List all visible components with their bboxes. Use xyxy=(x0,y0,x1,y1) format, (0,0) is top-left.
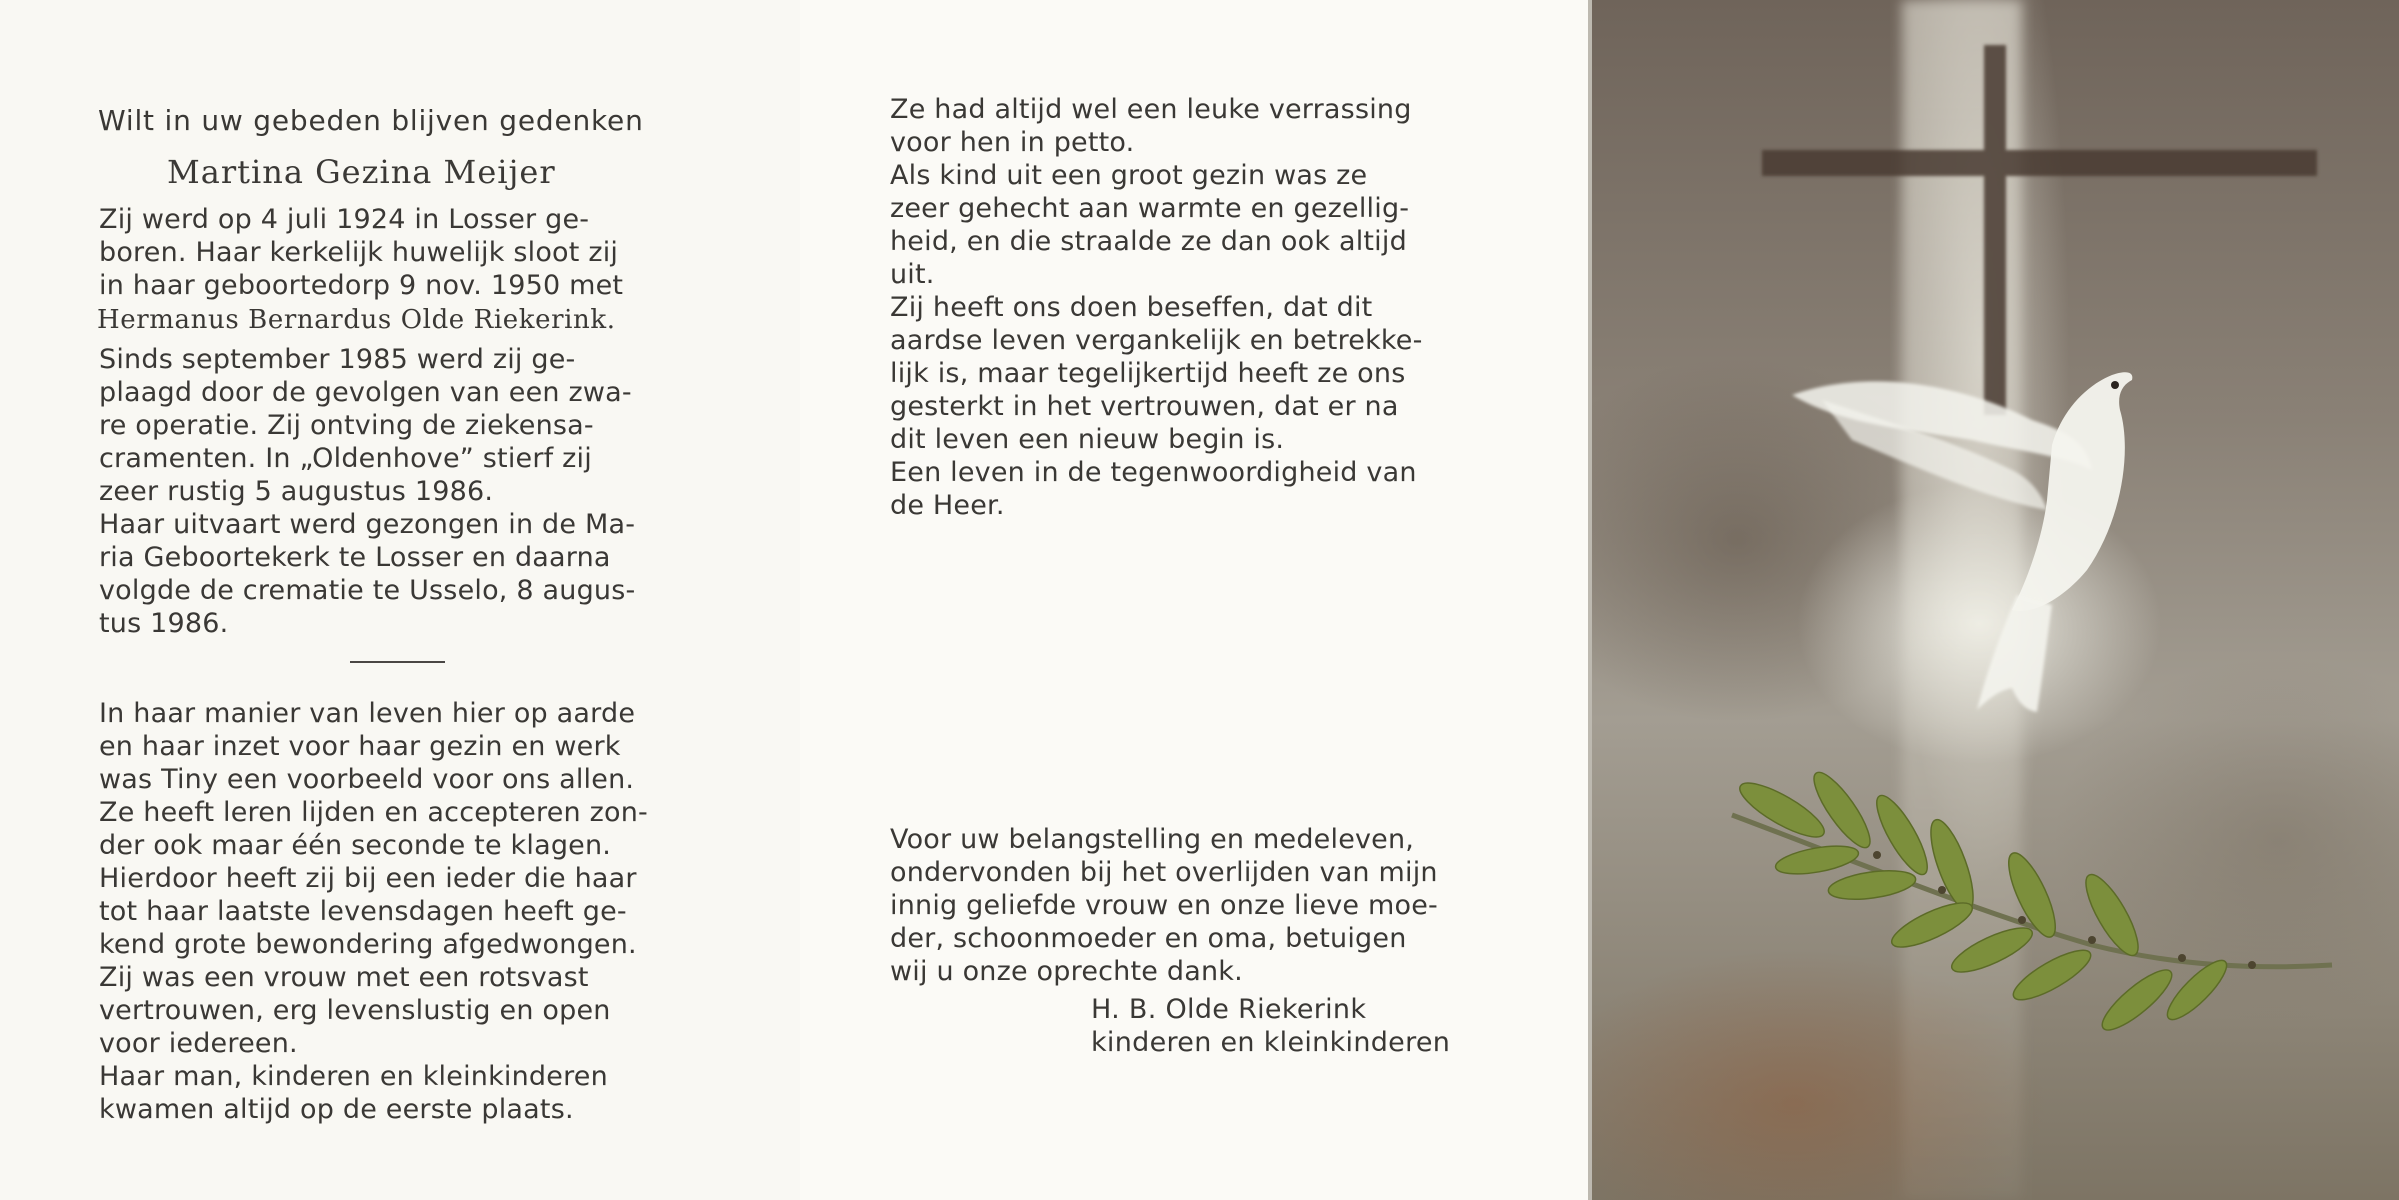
text-line: zeer gehecht aan warmte en gezellig- xyxy=(890,193,1410,224)
signature-family: kinderen en kleinkinderen xyxy=(1091,1027,1451,1058)
text-line: en haar inzet voor haar gezin en werk xyxy=(99,731,621,762)
cross-icon xyxy=(1762,45,2317,415)
illustration-svg xyxy=(1592,0,2399,1200)
text-line: tot haar laatste levensdagen heeft ge- xyxy=(99,896,627,927)
text-line: heid, en die straalde ze dan ook altijd xyxy=(890,226,1407,257)
text-line: vertrouwen, erg levenslustig en open xyxy=(99,995,611,1026)
text-line: kwamen altijd op de eerste plaats. xyxy=(99,1094,574,1125)
text-line: zeer rustig 5 augustus 1986. xyxy=(99,476,494,507)
text-line: re operatie. Zij ontving de ziekensa- xyxy=(99,410,594,441)
text-line: uit. xyxy=(890,259,935,290)
olive-branch-icon xyxy=(1732,766,2332,1039)
text-line: Voor uw belangstelling en medeleven, xyxy=(890,824,1415,855)
text-line: voor hen in petto. xyxy=(890,127,1135,158)
text-line: Zij heeft ons doen beseffen, dat dit xyxy=(890,292,1373,323)
text-line: der, schoonmoeder en oma, betuigen xyxy=(890,923,1407,954)
text-line: tus 1986. xyxy=(99,608,229,639)
deceased-name: Martina Gezina Meijer xyxy=(167,153,556,191)
text-line: voor iedereen. xyxy=(99,1028,298,1059)
left-panel xyxy=(0,0,800,1200)
text-line: Sinds september 1985 werd zij ge- xyxy=(99,344,576,375)
text-line: Als kind uit een groot gezin was ze xyxy=(890,160,1368,191)
text-line: Een leven in de tegenwoordigheid van xyxy=(890,457,1417,488)
text-line: Hierdoor heeft zij bij een ieder die haar xyxy=(99,863,637,894)
text-line: Ze had altijd wel een leuke verrassing xyxy=(890,94,1412,125)
text-line: in haar geboortedorp 9 nov. 1950 met xyxy=(99,270,624,301)
text-line: Ze heeft leren lijden en accepteren zon- xyxy=(99,797,648,828)
text-line: Zij werd op 4 juli 1924 in Losser ge- xyxy=(99,204,590,235)
text-line: dit leven een nieuw begin is. xyxy=(890,424,1285,455)
text-line: der ook maar één seconde te klagen. xyxy=(99,830,612,861)
illustration-panel xyxy=(1592,0,2399,1200)
text-line: Haar uitvaart werd gezongen in de Ma- xyxy=(99,509,636,540)
text-line: innig geliefde vrouw en onze lieve moe- xyxy=(890,890,1438,921)
text-line: lijk is, maar tegelijkertijd heeft ze ons xyxy=(890,358,1406,389)
text-line: Zij was een vrouw met een rotsvast xyxy=(99,962,589,993)
text-line: Haar man, kinderen en kleinkinderen xyxy=(99,1061,608,1092)
text-line: ria Geboortekerk te Losser en daarna xyxy=(99,542,611,573)
text-line: boren. Haar kerkelijk huwelijk sloot zij xyxy=(99,237,619,268)
text-line: volgde de crematie te Usselo, 8 augus- xyxy=(99,575,636,606)
text-line: gesterkt in het vertrouwen, dat er na xyxy=(890,391,1399,422)
text-line: In haar manier van leven hier op aarde xyxy=(99,698,636,729)
text-line: plaagd door de gevolgen van een zwa- xyxy=(99,377,632,408)
text-line: cramenten. In „Oldenhove” stierf zij xyxy=(99,443,592,474)
text-line: was Tiny een voorbeeld voor ons allen. xyxy=(99,764,635,795)
divider-line xyxy=(350,661,445,663)
signature-name: H. B. Olde Riekerink xyxy=(1091,994,1367,1025)
husband-name: Hermanus Bernardus Olde Riekerink. xyxy=(97,305,616,335)
text-line: aardse leven vergankelijk en betrekke- xyxy=(890,325,1423,356)
intro-text: Wilt in uw gebeden blijven gedenken xyxy=(98,104,644,137)
text-line: de Heer. xyxy=(890,490,1005,521)
text-line: kend grote bewondering afgedwongen. xyxy=(99,929,637,960)
middle-panel xyxy=(800,0,1588,1200)
text-line: ondervonden bij het overlijden van mijn xyxy=(890,857,1438,888)
text-line: wij u onze oprechte dank. xyxy=(890,956,1243,987)
